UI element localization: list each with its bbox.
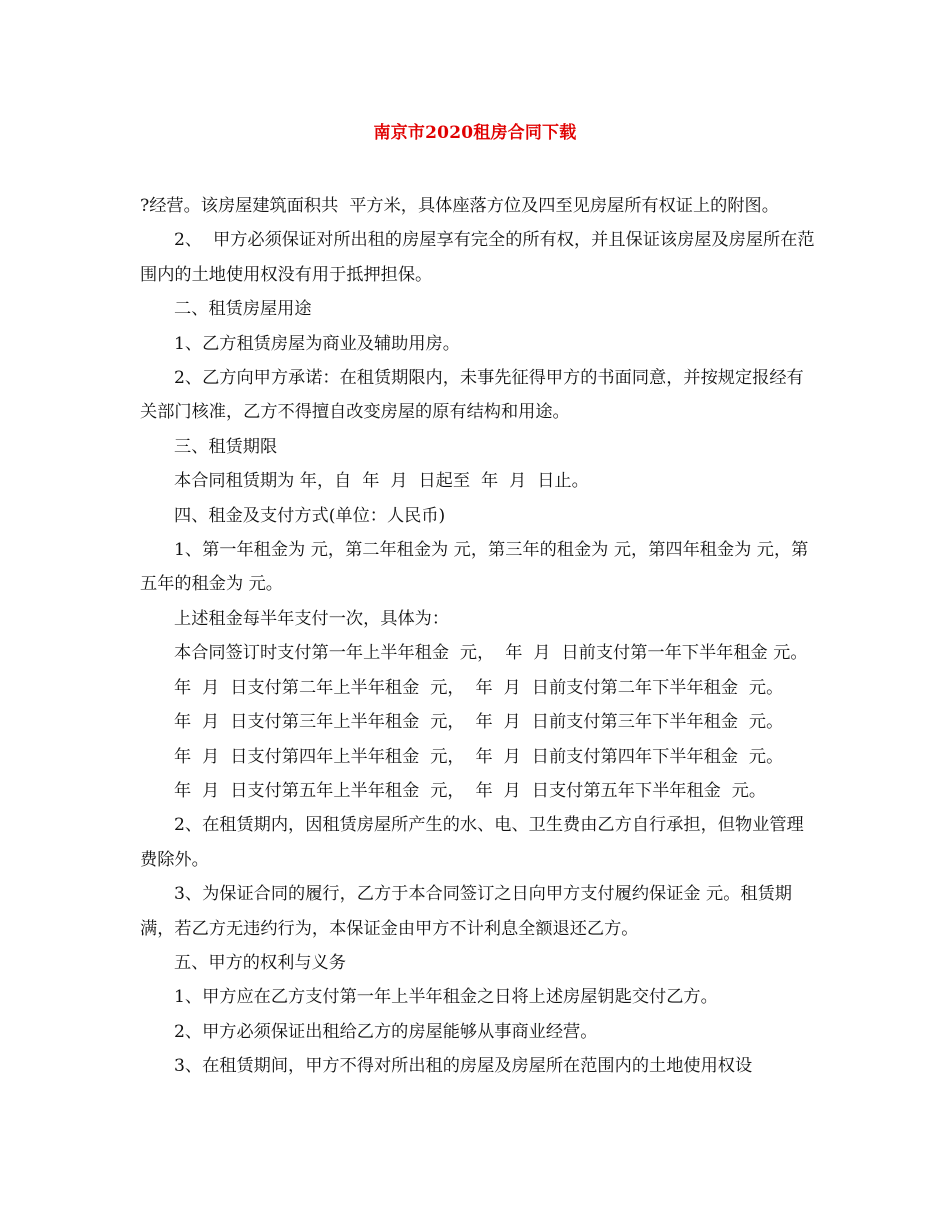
- paragraph: 2、在租赁期内，因租赁房屋所产生的水、电、卫生费由乙方自行承担，但物业管理费除外。: [140, 815, 804, 870]
- paragraph: 2、乙方向甲方承诺：在租赁期限内，未事先征得甲方的书面同意，并按规定报经有关部门核准，乙方不得擅自改变房屋的原有结构和用途。: [140, 368, 804, 423]
- document-title: 南京市2020租房合同下载: [373, 123, 577, 143]
- section-heading: 三、租赁期限: [174, 436, 278, 457]
- paragraph: 1、甲方应在乙方支付第一年上半年租金之日将上述房屋钥匙交付乙方。: [174, 987, 718, 1008]
- paragraph: 上述租金每半年支付一次，具体为：: [174, 608, 450, 629]
- paragraph: 年 月 日支付第五年上半年租金 元， 年 月 日支付第五年下半年租金 元。: [174, 780, 767, 801]
- paragraph: 年 月 日支付第三年上半年租金 元， 年 月 日前支付第三年下半年租金 元。: [174, 712, 784, 733]
- paragraph: ?经营。该房屋建筑面积共 平方米，具体座落方位及四至见房屋所有权证上的附图。: [140, 196, 779, 216]
- paragraph: 1、乙方租赁房屋为商业及辅助用房。: [174, 333, 460, 354]
- section-heading: 四、租金及支付方式(单位：人民币): [174, 505, 446, 526]
- section-heading: 二、租赁房屋用途: [174, 299, 312, 320]
- paragraph: 年 月 日支付第二年上半年租金 元， 年 月 日前支付第二年下半年租金 元。: [174, 677, 784, 698]
- document-body: [140, 189, 820, 1084]
- paragraph: 3、为保证合同的履行，乙方于本合同签订之日向甲方支付履约保证金 元。租赁期满，若乙方无违约行为，本保证金由甲方不计利息全额退还乙方。: [140, 884, 792, 939]
- paragraph: 2、 甲方必须保证对所出租的房屋享有完全的所有权，并且保证该房屋及房屋所在范围内的土地使用权没有用于抵押担保。: [140, 230, 815, 285]
- paragraph: 本合同租赁期为 年，自 年 月 日起至 年 月 日止。: [174, 471, 589, 492]
- paragraph: 本合同签订时支付第一年上半年租金 元， 年 月 日前支付第一年下半年租金 元。: [174, 643, 808, 664]
- paragraph: 2、甲方必须保证出租给乙方的房屋能够从事商业经营。: [174, 1021, 598, 1042]
- paragraph: 3、在租赁期间，甲方不得对所出租的房屋及房屋所在范围内的土地使用权设: [174, 1056, 753, 1077]
- section-heading: 五、甲方的权利与义务: [174, 952, 346, 973]
- paragraph: 1、第一年租金为 元，第二年租金为 元，第三年的租金为 元，第四年租金为 元，第五年的租金为 元。: [140, 540, 809, 595]
- paragraph: 年 月 日支付第四年上半年租金 元， 年 月 日前支付第四年下半年租金 元。: [174, 746, 784, 767]
